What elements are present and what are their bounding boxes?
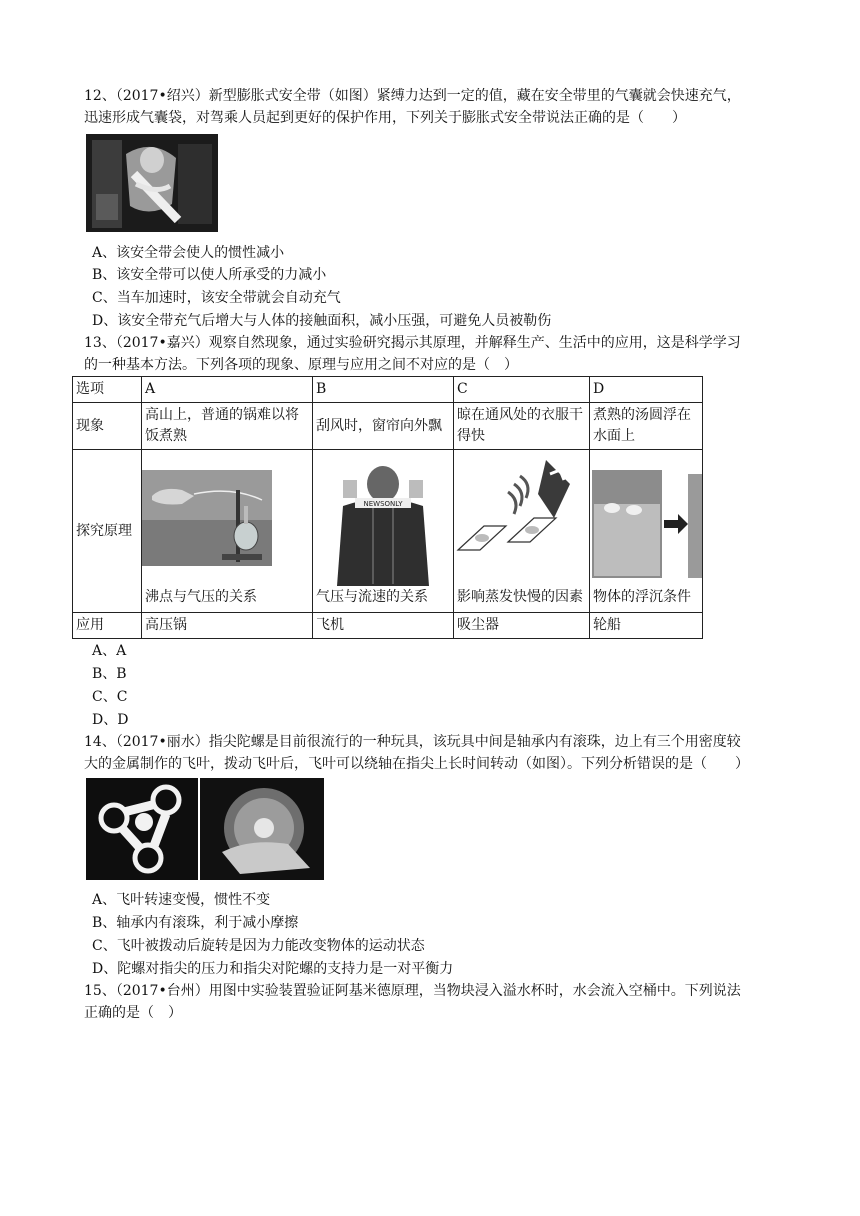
q12-option-b: B、该安全带可以使人所承受的力减小 [92, 267, 327, 283]
table-row-principle [73, 450, 703, 613]
col-d-phenomenon: 煮熟的汤圆浮在水面上 [590, 403, 703, 450]
table-row-application [73, 613, 703, 639]
q13-option-a: A、A [92, 643, 127, 659]
row-label-option: 选项 [73, 377, 142, 403]
q14-option-a: A、飞叶转速变慢，惯性不变 [92, 892, 271, 908]
col-d-option: D [590, 377, 703, 403]
q12-stem-line2: 迅速形成气囊袋，对驾乘人员起到更好的保护作用，下列关于膨胀式安全带说法正确的是（ ） [84, 110, 686, 126]
q12-stem-line1: 12、（2017•绍兴）新型膨胀式安全带（如图）紧缚力达到一定的值，藏在安全带里的气囊就会快速充气， [84, 88, 741, 104]
col-b-principle: 气压与流速的关系 [316, 589, 428, 605]
q15-stem-line1: 15、（2017•台州）用图中实验装置验证阿基米德原理，当物块浸入溢水杯时，水会流入空桶中。下列说法 [84, 983, 741, 999]
table-row-options [73, 377, 703, 403]
table-row-phenomenon [73, 403, 703, 450]
col-a-principle-cell [142, 450, 313, 613]
row-label-application: 应用 [73, 613, 142, 639]
q13-option-d: D、D [92, 712, 129, 728]
col-c-phenomenon: 晾在通风处的衣服干得快 [454, 403, 590, 450]
q14-stem-line1: 14、（2017•丽水）指尖陀螺是目前很流行的一种玩具，该玩具中间是轴承内有滚珠，边上有三个用密度较 [84, 734, 741, 750]
seatbelt-photo [86, 134, 218, 232]
col-c-application: 吸尘器 [454, 613, 590, 639]
col-d-principle: 物体的浮沉条件 [593, 589, 691, 605]
col-b-phenomenon: 刮风时，窗帘向外飘 [313, 403, 454, 450]
col-b-option: B [313, 377, 454, 403]
col-b-application: 飞机 [313, 613, 454, 639]
q13-comparison-table [72, 376, 703, 639]
q13-stem-line1: 13、（2017•嘉兴）观察自然现象，通过实验研究揭示其原理，并解释生产、生活中的应用，这是科学学习 [84, 335, 741, 351]
col-d-application: 轮船 [590, 613, 703, 639]
q13-option-c: C、C [92, 689, 128, 705]
col-b-principle-cell [313, 450, 454, 613]
shirt-label-text: NEWSONLY [363, 500, 403, 508]
q13-stem-line2: 的一种基本方法。下列各项的现象、原理与应用之间不对应的是（ ） [84, 357, 518, 373]
q14-stem-line2: 大的金属制作的飞叶，拨动飞叶后，飞叶可以绕轴在指尖上长时间转动（如图）。下列分析错误的是（ ） [84, 756, 749, 772]
spinning-spinner-photo [200, 778, 324, 880]
col-c-option: C [454, 377, 590, 403]
col-a-option: A [142, 377, 313, 403]
col-d-principle-cell [590, 450, 703, 613]
paper-blowing-image [313, 466, 453, 586]
boiling-experiment-image [142, 466, 312, 586]
q12-option-d: D、该安全带充气后增大与人体的接触面积，减小压强，可避免人员被勒伤 [92, 313, 552, 329]
q14-option-c: C、飞叶被拨动后旋转是因为力能改变物体的运动状态 [92, 938, 425, 954]
q13-option-b: B、B [92, 666, 127, 682]
floating-dumpling-image [590, 464, 702, 584]
col-c-principle: 影响蒸发快慢的因素 [457, 589, 583, 605]
row-label-phenomenon: 现象 [73, 403, 142, 450]
q14-option-b: B、轴承内有滚珠，利于减小摩擦 [92, 915, 299, 931]
evaporation-image [454, 454, 589, 564]
q15-stem-line2: 正确的是（ ） [84, 1005, 182, 1021]
q14-option-d: D、陀螺对指尖的压力和指尖对陀螺的支持力是一对平衡力 [92, 961, 454, 977]
col-c-principle-cell [454, 450, 590, 613]
fidget-spinner-photo [86, 778, 198, 880]
q12-option-a: A、该安全带会使人的惯性减小 [92, 245, 285, 261]
col-a-phenomenon: 高山上，普通的锅难以将饭煮熟 [142, 403, 313, 450]
row-label-principle: 探究原理 [73, 450, 142, 613]
q12-option-c: C、当车加速时，该安全带就会自动充气 [92, 290, 341, 306]
col-a-application: 高压锅 [142, 613, 313, 639]
col-a-principle: 沸点与气压的关系 [145, 589, 257, 605]
